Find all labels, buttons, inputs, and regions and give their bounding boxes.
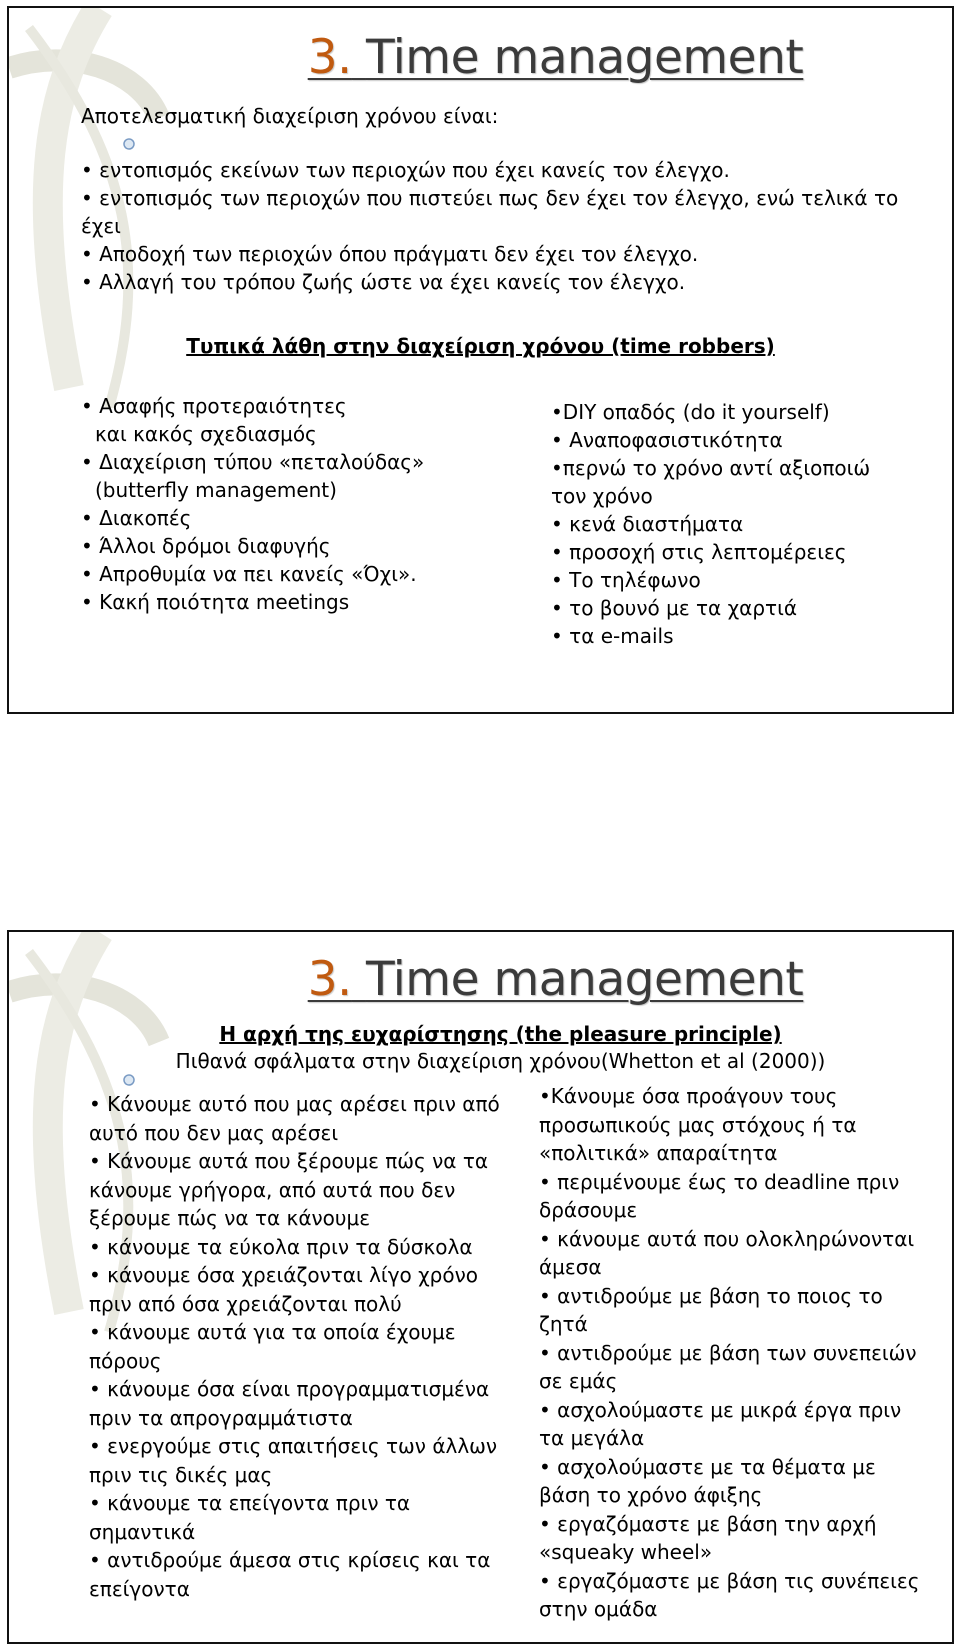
list-item: ξέρουμε πώς να τα κάνουμε <box>89 1206 371 1230</box>
list-item: • κενά διαστήματα <box>551 512 744 536</box>
list-item: • εντοπισμός εκείνων των περιοχών που έχει κανείς τον έλεγχο. <box>81 158 730 182</box>
list-item: • κάνουμε αυτά για τα οποία έχουμε <box>89 1320 456 1344</box>
list-item: κάνουμε γρήγορα, από αυτά που δεν <box>89 1177 456 1202</box>
list-item: • αντιδρούμε άμεσα στις κρίσεις και τα <box>89 1548 491 1572</box>
list-item: • κάνουμε τα εύκολα πριν τα δύσκολα <box>89 1234 473 1259</box>
slide-title <box>9 30 952 85</box>
list-item: • Κάνουμε αυτό που μας αρέσει πριν από <box>89 1092 500 1116</box>
list-item: • Ασαφής προτεραιότητες <box>81 394 347 418</box>
list-item: • ενεργούμε στις απαιτήσεις των άλλων <box>89 1434 498 1458</box>
list-item: • εντοπισμός των περιοχών που πιστεύει πως δεν έχει τον έλεγχο, ενώ τελικά το <box>81 186 899 210</box>
list-item: • Απροθυμία να πει κανείς «Όχι». <box>81 562 417 586</box>
list-item: βάση το χρόνο άφιξης <box>539 1483 763 1507</box>
list-item: •περνώ το χρόνο αντί αξιοποιώ <box>551 456 871 480</box>
slide-2 <box>7 930 954 1644</box>
time-robbers-right-list <box>551 398 870 650</box>
list-item: σε εμάς <box>539 1369 618 1393</box>
list-item: πριν τα απρογραμμάτιστα <box>89 1405 353 1430</box>
list-item: και κακός σχεδιασμός <box>95 422 317 446</box>
list-item: στην ομάδα <box>539 1597 658 1621</box>
list-item: • Το τηλέφωνο <box>551 568 701 592</box>
list-item: • ασχολούμαστε με μικρά έργα πριν <box>539 1397 902 1422</box>
time-robbers-heading: Τυπικά λάθη στην διαχείριση χρόνου (time robbers) <box>186 334 775 358</box>
list-item: «πολιτικά» απαραίτητα <box>539 1141 778 1165</box>
list-item: • αντιδρούμε με βάση των συνεπειών <box>539 1340 917 1365</box>
list-item: • κάνουμε τα επείγοντα πριν τα <box>89 1491 411 1515</box>
list-item: • κάνουμε όσα είναι προγραμματισμένα <box>89 1377 490 1401</box>
list-item: • Αλλαγή του τρόπου ζωής ώστε να έχει κανείς τον έλεγχο. <box>81 270 686 294</box>
list-item: • Αποδοχή των περιοχών όπου πράγματι δεν έχει τον έλεγχο. <box>81 242 699 266</box>
list-item: αυτό που δεν μας αρέσει <box>89 1120 339 1145</box>
title-text: Time management <box>365 952 804 1007</box>
list-item: ζητά <box>539 1312 588 1336</box>
title-number: 3. <box>307 30 352 85</box>
list-item: • κάνουμε αυτά που ολοκληρώνονται <box>539 1226 915 1251</box>
list-item: πόρους <box>89 1348 162 1373</box>
title-number: 3. <box>307 952 352 1007</box>
list-item: • προσοχή στις λεπτομέρειες <box>551 540 847 564</box>
list-item: • αντιδρούμε με βάση το ποιος το <box>539 1283 883 1308</box>
list-item: δράσουμε <box>539 1198 638 1222</box>
list-item: προσωπικούς μας στόχους ή τα <box>539 1112 857 1137</box>
list-item: • Διαχείριση τύπου «πεταλούδας» <box>81 450 425 474</box>
list-item: • Αναποφασιστικότητα <box>551 428 783 452</box>
list-item: • τα e-mails <box>551 624 674 648</box>
title-text: Time management <box>365 30 804 85</box>
list-item: άμεσα <box>539 1255 602 1279</box>
time-management-errors-subheading: Πιθανά σφάλματα στην διαχείριση χρόνου(Whetton et al (2000)) <box>175 1049 826 1073</box>
list-item: • Διακοπές <box>81 506 192 530</box>
list-item: τον χρόνο <box>551 484 653 508</box>
list-item: σημαντικά <box>89 1519 196 1544</box>
slide-title <box>9 952 952 1007</box>
effective-time-management-list <box>81 156 898 296</box>
list-item: • εργαζόμαστε με βάση τις συνέπειες <box>539 1568 920 1593</box>
list-item: •DIY οπαδός (do it yourself) <box>551 400 830 424</box>
pleasure-principle-right-list <box>539 1082 919 1624</box>
list-item: • Άλλοι δρόμοι διαφυγής <box>81 534 331 558</box>
list-item: • περιμένουμε έως το deadline πριν <box>539 1169 900 1194</box>
slide-1 <box>7 6 954 714</box>
list-item: τα μεγάλα <box>539 1426 645 1450</box>
list-item: επείγοντα <box>89 1576 190 1601</box>
list-item: έχει <box>81 214 121 238</box>
pleasure-principle-heading: Η αρχή της ευχαρίστησης (the pleasure principle) <box>219 1022 782 1046</box>
time-robbers-left-list <box>81 392 424 616</box>
list-item: πριν τις δικές μας <box>89 1462 273 1487</box>
list-item: • κάνουμε όσα χρειάζονται λίγο χρόνο <box>89 1263 479 1287</box>
list-item: • Κακή ποιότητα meetings <box>81 590 350 614</box>
pleasure-principle-left-list <box>89 1090 500 1603</box>
intro-text: Αποτελεσματική διαχείριση χρόνου είναι: <box>81 104 499 128</box>
list-item: (butterfly management) <box>95 478 337 502</box>
list-item: • ασχολούμαστε με τα θέματα με <box>539 1454 876 1479</box>
list-item: •Κάνουμε όσα προάγουν τους <box>539 1084 838 1108</box>
list-item: «squeaky wheel» <box>539 1540 713 1564</box>
list-item: • εργαζόμαστε με βάση την αρχή <box>539 1511 877 1536</box>
list-item: • Κάνουμε αυτά που ξέρουμε πώς να τα <box>89 1149 489 1173</box>
list-item: πριν από όσα χρειάζονται πολύ <box>89 1291 402 1316</box>
list-item: • το βουνό με τα χαρτιά <box>551 596 798 620</box>
